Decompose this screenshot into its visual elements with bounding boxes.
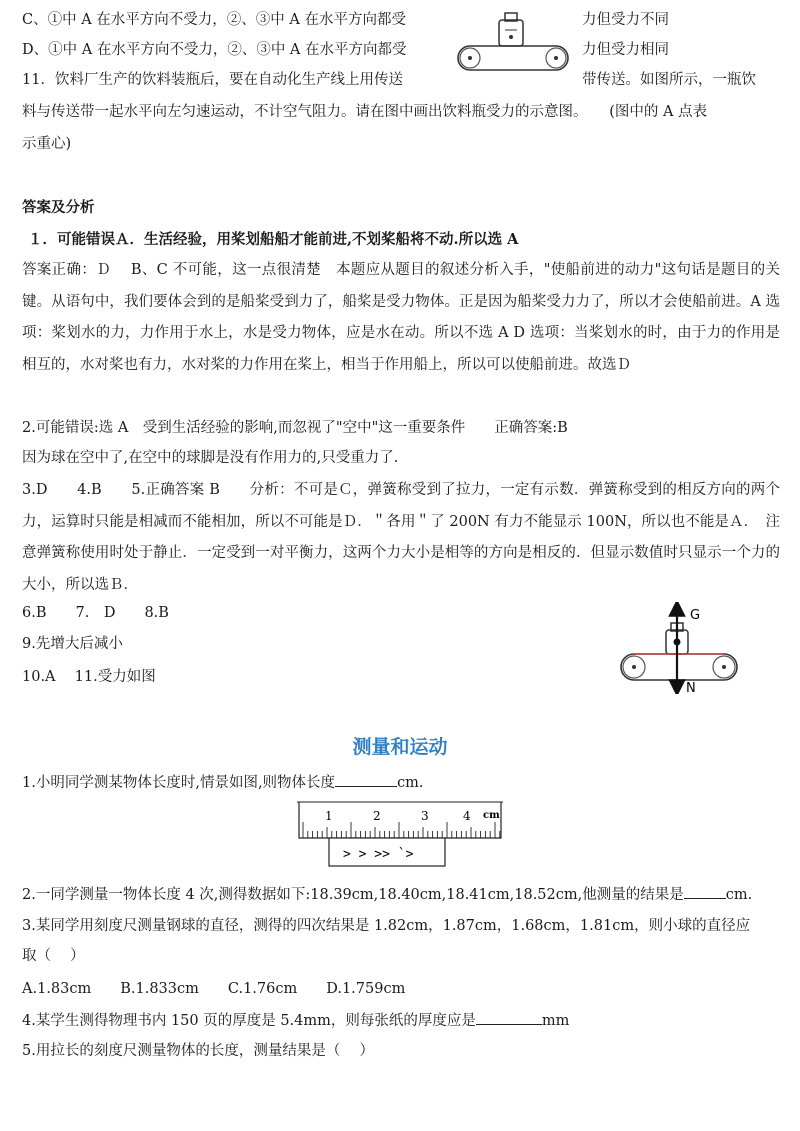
ruler-figure (295, 798, 507, 868)
answer-9: 9.先增大后减小 (22, 636, 123, 652)
question-11-line-2: 料与传送带一起水平向左匀速运动，不计空气阻力。请在图中画出饮料瓶受力的示意图。 (图中的 A 点表 (22, 104, 708, 120)
left-roller-axle (632, 665, 636, 669)
ruler-unit-label: cm (483, 810, 500, 821)
bottle-body (499, 20, 523, 46)
left-roller-axle (468, 56, 472, 60)
ruler-ticks (303, 822, 500, 838)
object-marks: > > >> `> (343, 847, 414, 862)
question-2-text: 2.一同学测量一物体长度 4 次,测得数据如下:18.39cm,18.40cm,18.41cm,18.52cm,他测量的结果是 (22, 887, 684, 903)
answer-6-8: 6.B 7. D 8.B (22, 605, 169, 621)
question-1-unit: cm. (397, 775, 424, 791)
belt-loop (621, 654, 737, 680)
question-3-line-2: 取（ ） (22, 948, 85, 964)
question-3-line-1: 3.某同学用刻度尺测量钢球的直径，测得的四次结果是 1.82cm，1.87cm，1.68cm，1.81cm，则小球的直径应 (22, 918, 751, 934)
question-4-unit: mm (541, 1013, 570, 1029)
answer-blank (684, 884, 726, 899)
ruler-label-3: 3 (421, 809, 429, 823)
answer-blank (476, 1010, 542, 1025)
option-d-left: D、①中 A 在水平方向不受力，②、③中 A 在水平方向都受 (22, 42, 407, 58)
section-title: 测量和运动 (352, 736, 448, 758)
ruler-label-1: 1 (325, 809, 333, 823)
question-11-left: 11．饮料厂生产的饮料装瓶后，要在自动化生产线上用传送 (22, 72, 403, 88)
answers-heading: 答案及分析 (22, 199, 95, 216)
conveyor-belt-figure (455, 6, 575, 74)
option-d-right: 力但受力相同 (582, 42, 669, 58)
question-2-unit: cm. (725, 887, 753, 903)
question-1-line (22, 772, 424, 793)
force-label-n: N (686, 681, 696, 694)
answer-1-body: 答案正确：Ｄ B、C 不可能，这一点很清楚 本题应从题目的叙述分析入手，"使船前进的动力"这句话是题目的关键。从语句中，我们要体会到的是船桨受到力了，船桨是受力物体。正是因为船桨受力力了，所以才会使船前进。A 选项：桨划水的力，力作用于水上，水是受力物体，应是水在动。所以不选 A D 选项：当桨划水的时，由于力的作用是相互的，水对桨也有力，水对桨的力作用在桨上，相当于作用船上，所以可以使船前进。故选Ｄ (22, 262, 780, 373)
answer-2-line-1: 2.可能错误:选 A 受到生活经验的影响,而忽视了"空中"这一重要条件 正确答案:B (22, 420, 568, 436)
center-of-gravity (509, 35, 513, 39)
question-11-line-3: 示重心) (22, 136, 72, 152)
force-diagram-figure (614, 602, 754, 694)
answer-blank (335, 772, 397, 787)
question-1-text: 1.小明同学测某物体长度时,情景如图,则物体长度 (22, 775, 336, 791)
question-4-line (22, 1010, 569, 1031)
question-4-text: 4.某学生测得物理书内 150 页的厚度是 5.4mm，则每张纸的厚度应是 (22, 1013, 476, 1029)
ruler-label-2: 2 (373, 809, 381, 823)
answer-2-line-2: 因为球在空中了,在空中的球脚是没有作用力的,只受重力了. (22, 450, 399, 466)
question-5-line: 5.用拉长的刻度尺测量物体的长度，测量结果是（ ） (22, 1043, 374, 1059)
option-c-right: 力但受力不同 (582, 12, 669, 28)
question-11-right: 带传送。如图所示，一瓶饮 (582, 72, 756, 88)
question-2-line (22, 884, 752, 905)
question-3-options: A.1.83cm B.1.833cm C.1.76cm D.1.759cm (22, 981, 406, 997)
right-roller-axle (722, 665, 726, 669)
answer-10-11: 10.A 11.受力如图 (22, 669, 156, 685)
answer-3-body: 3.D 4.B 5.正确答案 B 分析：不可是Ｃ，弹簧称受到了拉力，一定有示数．弹簧称受到的相反方向的两个力，运算时只能是相减而不能相加，所以不可能是Ｄ．＂各用＂了 200N 有力不能显示 100N，所以也不能是Ａ． 注意弹簧称使用时处于静止．一定受到一对平衡力，这两个力大小是相等的方向是相反的．但显示数值时只显示一个力的大小，所以选Ｂ． (22, 482, 780, 593)
answer-1-head: １．可能错误Ａ．生活经验，用桨划船船才能前进,不划桨船将不动.所以选 A (28, 231, 519, 248)
ruler-label-4: 4 (463, 809, 471, 823)
option-c-left: C、①中 A 在水平方向不受力，②、③中 A 在水平方向都受 (22, 12, 406, 28)
force-label-g: G (690, 608, 701, 623)
right-roller-axle (554, 56, 558, 60)
